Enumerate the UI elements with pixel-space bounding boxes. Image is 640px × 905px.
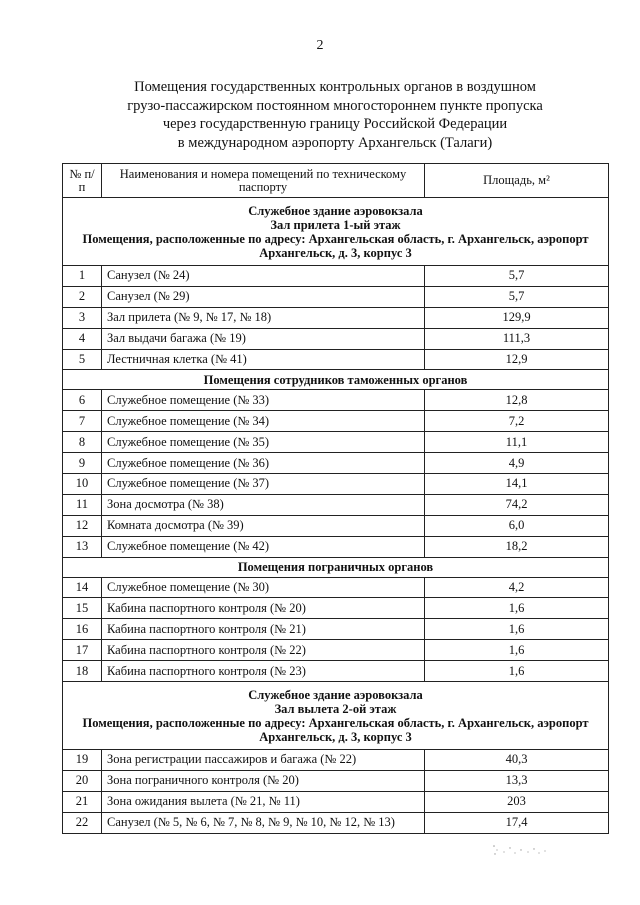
room-area: 1,6	[425, 598, 609, 619]
table-row	[63, 536, 609, 557]
section-heading-row	[63, 370, 609, 390]
section-heading	[63, 557, 609, 577]
section-heading-line: Помещения сотрудников таможенных органов	[203, 372, 468, 387]
table-row	[63, 453, 609, 474]
table-row	[63, 640, 609, 661]
room-area: 5,7	[425, 266, 609, 287]
row-number: 13	[63, 536, 102, 557]
section-heading	[63, 370, 609, 390]
section-heading-row	[63, 198, 609, 266]
premises-table	[62, 163, 609, 834]
room-name: Санузел (№ 24)	[102, 266, 425, 287]
table-row	[63, 598, 609, 619]
table-row	[63, 411, 609, 432]
room-area: 6,0	[425, 515, 609, 536]
room-name: Кабина паспортного контроля (№ 20)	[102, 598, 425, 619]
room-name: Санузел (№ 29)	[102, 286, 425, 307]
room-area: 12,8	[425, 390, 609, 411]
row-number: 9	[63, 453, 102, 474]
document-title	[70, 78, 600, 152]
section-heading-line: Зал прилета 1-ый этаж	[270, 217, 401, 232]
room-name: Служебное помещение (№ 35)	[102, 432, 425, 453]
row-number: 19	[63, 750, 102, 771]
row-number: 22	[63, 812, 102, 833]
room-area: 14,1	[425, 474, 609, 495]
section-heading-line: Помещения, расположенные по адресу: Архангельская область, г. Архангельск, аэропорт	[82, 715, 589, 730]
room-area: 7,2	[425, 411, 609, 432]
section-heading-line: Помещения пограничных органов	[237, 560, 434, 575]
header-number: № п/п	[63, 164, 102, 198]
section-heading-line: Архангельск, д. 3, корпус 3	[259, 245, 412, 260]
room-area: 40,3	[425, 750, 609, 771]
title-line: грузо-пассажирском постоянном многостороннем пункте пропуска	[127, 97, 543, 114]
table-row	[63, 349, 609, 370]
row-number: 10	[63, 474, 102, 495]
room-name: Зона досмотра (№ 38)	[102, 494, 425, 515]
row-number: 11	[63, 494, 102, 515]
title-line: в международном аэропорту Архангельск (Талаги)	[177, 134, 493, 151]
scan-speckle-marks	[488, 838, 558, 868]
row-number: 18	[63, 661, 102, 682]
section-heading-row	[63, 682, 609, 750]
row-number: 4	[63, 328, 102, 349]
room-area: 4,9	[425, 453, 609, 474]
header-name: Наименования и номера помещений по техническому паспорту	[102, 164, 425, 198]
table-row	[63, 750, 609, 771]
room-name: Служебное помещение (№ 37)	[102, 474, 425, 495]
room-name: Зона регистрации пассажиров и багажа (№ 22)	[102, 750, 425, 771]
row-number: 3	[63, 307, 102, 328]
room-name: Служебное помещение (№ 36)	[102, 453, 425, 474]
table-row	[63, 328, 609, 349]
row-number: 21	[63, 791, 102, 812]
row-number: 16	[63, 619, 102, 640]
room-area: 203	[425, 791, 609, 812]
room-area: 1,6	[425, 640, 609, 661]
table-row	[63, 791, 609, 812]
title-line: через государственную границу Российской Федерации	[162, 116, 508, 132]
room-area: 1,6	[425, 619, 609, 640]
row-number: 8	[63, 432, 102, 453]
table-row	[63, 286, 609, 307]
table-row	[63, 307, 609, 328]
row-number: 1	[63, 266, 102, 287]
room-area: 4,2	[425, 577, 609, 598]
room-name: Кабина паспортного контроля (№ 22)	[102, 640, 425, 661]
room-name: Зал прилета (№ 9, № 17, № 18)	[102, 307, 425, 328]
section-heading-line: Помещения, расположенные по адресу: Архангельская область, г. Архангельск, аэропорт	[82, 231, 589, 246]
section-heading	[63, 198, 609, 266]
room-area: 12,9	[425, 349, 609, 370]
table-row	[63, 432, 609, 453]
table-row	[63, 619, 609, 640]
room-area: 111,3	[425, 328, 609, 349]
table-row	[63, 494, 609, 515]
room-area: 74,2	[425, 494, 609, 515]
table-row	[63, 770, 609, 791]
row-number: 6	[63, 390, 102, 411]
room-area: 13,3	[425, 770, 609, 791]
table-row	[63, 661, 609, 682]
room-name: Служебное помещение (№ 33)	[102, 390, 425, 411]
room-area: 5,7	[425, 286, 609, 307]
table-row	[63, 515, 609, 536]
section-heading	[63, 682, 609, 750]
room-area: 1,6	[425, 661, 609, 682]
room-area: 18,2	[425, 536, 609, 557]
room-name: Зона ожидания вылета (№ 21, № 11)	[102, 791, 425, 812]
table-header-row	[63, 164, 609, 198]
table-row	[63, 474, 609, 495]
table-row	[63, 390, 609, 411]
row-number: 20	[63, 770, 102, 791]
row-number: 5	[63, 349, 102, 370]
section-heading-line: Служебное здание аэровокзала	[248, 203, 423, 218]
section-heading-row	[63, 557, 609, 577]
room-name: Комната досмотра (№ 39)	[102, 515, 425, 536]
row-number: 17	[63, 640, 102, 661]
table-row	[63, 812, 609, 833]
row-number: 7	[63, 411, 102, 432]
section-heading-line: Служебное здание аэровокзала	[248, 687, 423, 702]
row-number: 12	[63, 515, 102, 536]
room-area: 129,9	[425, 307, 609, 328]
room-name: Лестничная клетка (№ 41)	[102, 349, 425, 370]
table-row	[63, 577, 609, 598]
room-name: Служебное помещение (№ 42)	[102, 536, 425, 557]
room-name: Зал выдачи багажа (№ 19)	[102, 328, 425, 349]
title-line: Помещения государственных контрольных органов в воздушном	[134, 79, 536, 95]
room-area: 11,1	[425, 432, 609, 453]
section-heading-line: Архангельск, д. 3, корпус 3	[259, 729, 412, 744]
room-name: Служебное помещение (№ 30)	[102, 577, 425, 598]
table-row	[63, 266, 609, 287]
row-number: 15	[63, 598, 102, 619]
room-area: 17,4	[425, 812, 609, 833]
room-name: Санузел (№ 5, № 6, № 7, № 8, № 9, № 10, № 12, № 13)	[102, 812, 425, 833]
page-number: 2	[316, 38, 324, 53]
room-name: Кабина паспортного контроля (№ 23)	[102, 661, 425, 682]
row-number: 2	[63, 286, 102, 307]
room-name: Кабина паспортного контроля (№ 21)	[102, 619, 425, 640]
row-number: 14	[63, 577, 102, 598]
room-name: Служебное помещение (№ 34)	[102, 411, 425, 432]
premises-table-body	[63, 164, 609, 834]
room-name: Зона пограничного контроля (№ 20)	[102, 770, 425, 791]
header-area: Площадь, м²	[425, 164, 609, 198]
section-heading-line: Зал вылета 2-ой этаж	[274, 701, 397, 716]
